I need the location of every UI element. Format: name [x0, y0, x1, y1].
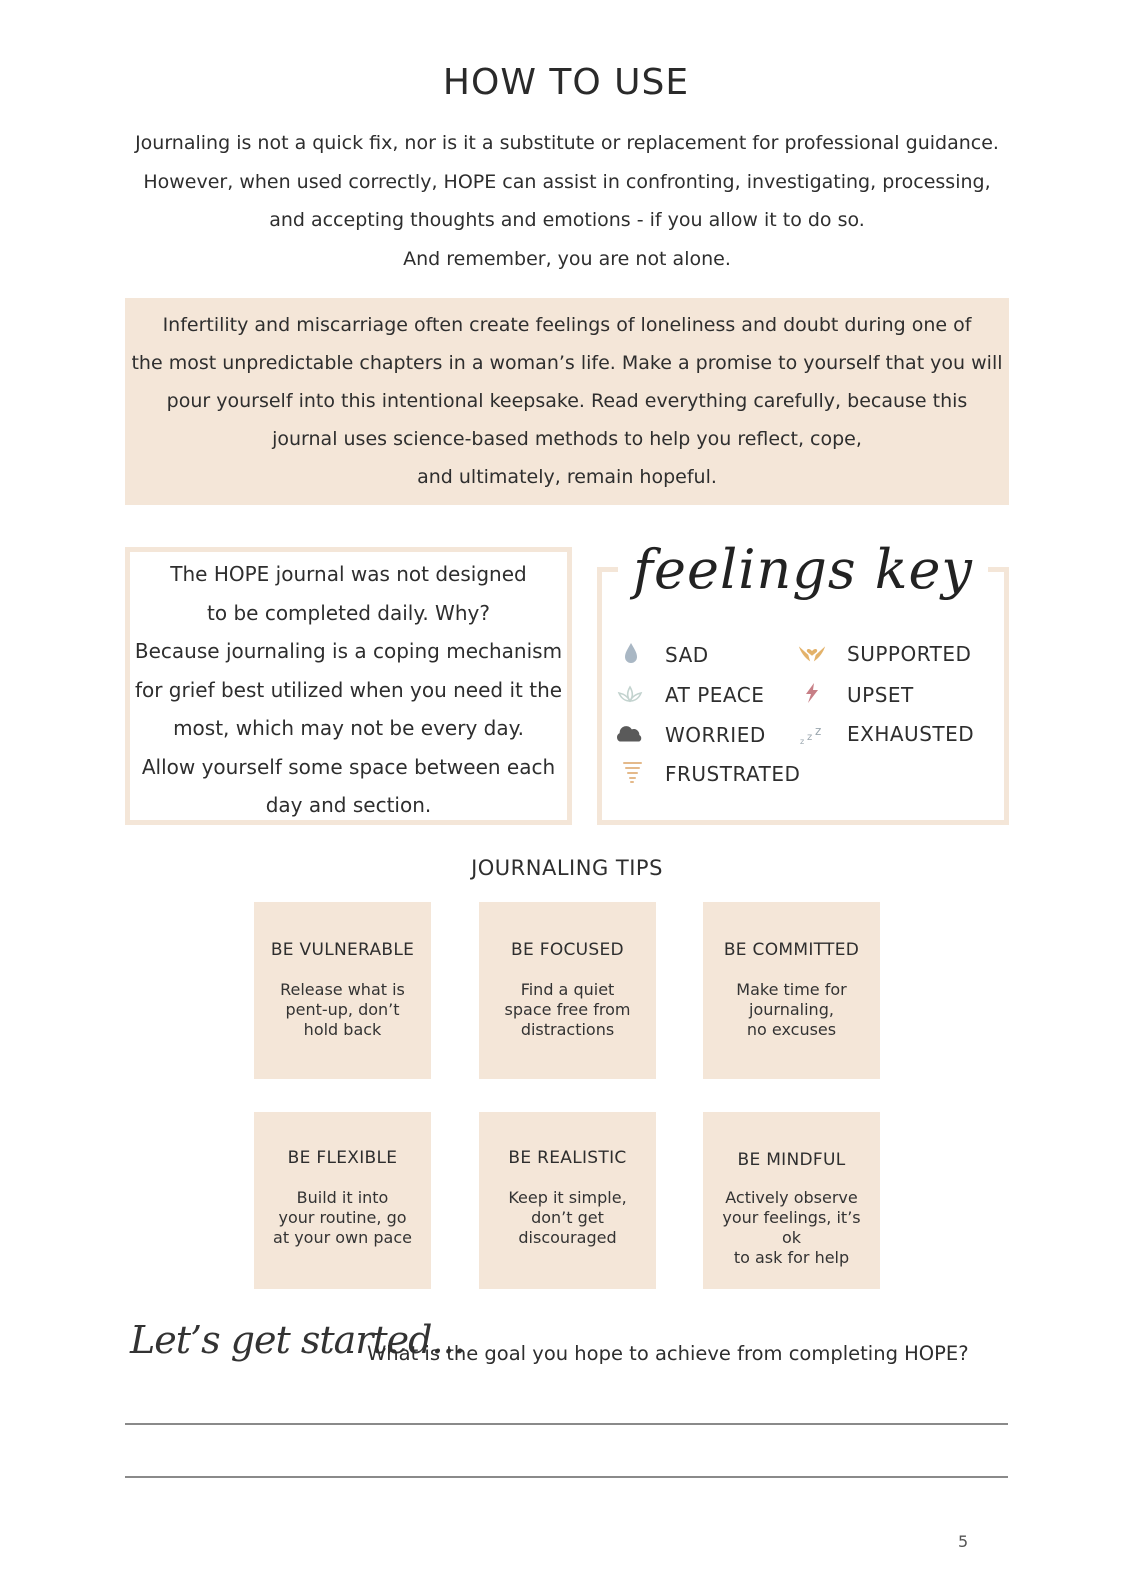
not-daily-line: The HOPE journal was not designed	[170, 562, 527, 586]
tip-text: Keep it simple,	[508, 1188, 627, 1207]
tornado-icon	[619, 760, 649, 784]
svg-text:z: z	[815, 724, 822, 738]
tip-text: Release what is	[280, 980, 405, 999]
feeling-label-supported: SUPPORTED	[847, 642, 972, 666]
feeling-label-at-peace: AT PEACE	[665, 683, 765, 707]
intro-paragraph	[60, 124, 1074, 278]
svg-text:z: z	[807, 732, 813, 743]
tip-text: pent-up, don’t	[285, 1000, 400, 1019]
tip-card-realistic	[479, 1112, 656, 1289]
goal-question: What is the goal you hope to achieve from completing HOPE?	[367, 1342, 969, 1365]
tip-text: discouraged	[518, 1228, 617, 1247]
tip-heading: BE MINDFUL	[737, 1150, 846, 1170]
intro-line: And remember, you are not alone.	[403, 247, 731, 270]
answer-line-2[interactable]	[125, 1476, 1008, 1478]
feeling-label-exhausted: EXHAUSTED	[847, 722, 975, 746]
page-number: 5	[958, 1532, 969, 1551]
not-daily-box	[125, 547, 572, 825]
highlight-line: pour yourself into this intentional keepsake. Read everything carefully, because this	[166, 390, 968, 412]
tip-card-committed	[703, 902, 880, 1079]
tip-text: Actively observe	[725, 1188, 858, 1207]
teardrop-icon	[616, 641, 646, 665]
tip-text: space free from	[504, 1000, 631, 1019]
tip-text: journaling,	[749, 1000, 834, 1019]
page-title: HOW TO USE	[442, 62, 690, 103]
not-daily-line: to be completed daily. Why?	[207, 600, 490, 625]
tip-card-vulnerable	[254, 902, 431, 1079]
hands-heart-icon	[797, 640, 827, 664]
tip-heading: BE COMMITTED	[723, 940, 860, 960]
tip-card-mindful	[703, 1112, 880, 1289]
tip-text: don’t get	[531, 1208, 604, 1227]
cloud-icon	[614, 722, 644, 746]
not-daily-line: for grief best utilized when you need it the	[134, 677, 563, 702]
tip-heading: BE REALISTIC	[508, 1148, 627, 1168]
tip-text: no excuses	[746, 1020, 837, 1039]
not-daily-line: day and section.	[265, 793, 432, 817]
journaling-tips-title: JOURNALING TIPS	[471, 856, 663, 880]
tip-heading: BE VULNERABLE	[270, 940, 415, 960]
highlight-panel	[125, 298, 1009, 505]
highlight-line: and ultimately, remain hopeful.	[417, 466, 717, 488]
intro-line: Journaling is not a quick fix, nor is it a substitute or replacement for professional guidance.	[135, 132, 999, 154]
tip-text: Find a quiet	[520, 980, 615, 999]
feeling-label-sad: SAD	[665, 643, 709, 667]
tip-text: your feelings, it’s ok	[722, 1208, 861, 1247]
lets-get-started-script: Let’s get started...	[130, 1318, 465, 1362]
intro-line: and accepting thoughts and emotions - if you allow it to do so.	[269, 209, 865, 231]
tip-text: at your own pace	[273, 1228, 412, 1247]
not-daily-line: Allow yourself some space between each	[141, 754, 556, 779]
intro-line: However, when used correctly, HOPE can assist in confronting, investigating, processing,	[143, 170, 991, 193]
sleep-icon	[798, 722, 828, 746]
svg-text:z: z	[800, 737, 805, 746]
highlight-line: Infertility and miscarriage often create feelings of loneliness and doubt during one of	[162, 314, 972, 336]
tip-text: to ask for help	[733, 1248, 850, 1267]
feelings-key-title: feelings key	[618, 522, 988, 618]
not-daily-line: most, which may not be every day.	[173, 716, 524, 740]
lightning-icon	[797, 681, 827, 705]
tip-text: Build it into	[296, 1188, 389, 1207]
tip-text: your routine, go	[278, 1208, 407, 1227]
answer-line-1[interactable]	[125, 1423, 1008, 1425]
tip-text: hold back	[303, 1020, 382, 1039]
tip-heading: BE FOCUSED	[511, 940, 624, 960]
feeling-label-frustrated: FRUSTRATED	[665, 762, 801, 786]
not-daily-line: Because journaling is a coping mechanism	[134, 639, 563, 663]
tip-text: distractions	[520, 1020, 615, 1039]
tip-heading: BE FLEXIBLE	[287, 1148, 398, 1168]
feeling-label-worried: WORRIED	[665, 723, 766, 747]
tip-text: Make time for	[736, 980, 847, 999]
highlight-line: the most unpredictable chapters in a woman’s life. Make a promise to yourself that you will	[131, 352, 1003, 374]
lotus-icon	[615, 683, 645, 707]
tip-card-focused	[479, 902, 656, 1079]
tip-card-flexible	[254, 1112, 431, 1289]
highlight-line: journal uses science-based methods to help you reflect, cope,	[272, 428, 862, 450]
feeling-label-upset: UPSET	[847, 683, 914, 707]
